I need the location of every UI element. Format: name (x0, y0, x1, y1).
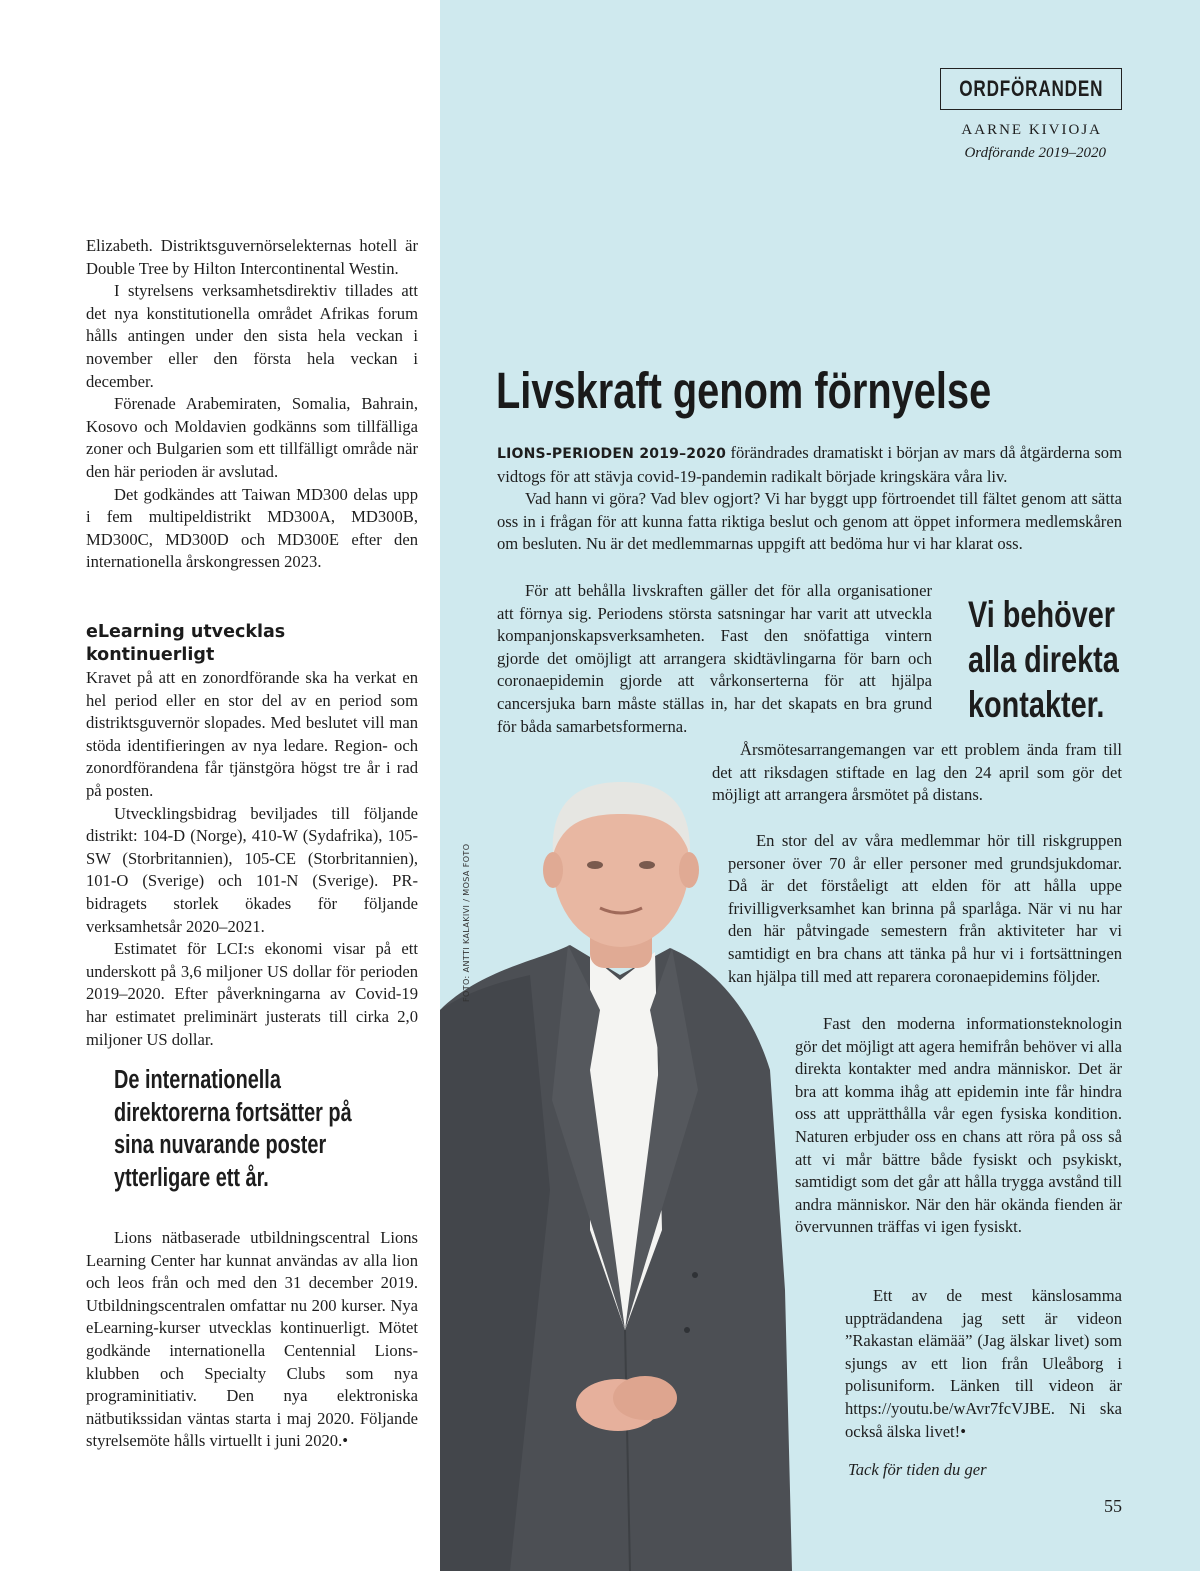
paragraph: En stor del av våra medlemmar hör till riskgruppen personer över 70 år eller personer med grundsjukdomar. Då är det förståeligt att elden för att hålla uppe frivilligverksamhet kan brinna på sparlåga. När vi nu har den här påtvingade semestern från aktiviteter har vi samtidigt en bra chans att tänka på hur vi i fortsättningen kan hjälpa till med att reparera coronaepidemins följder. (728, 831, 1122, 986)
lead-in: LIONS-PERIODEN 2019–2020 (497, 446, 727, 462)
paragraph: Estimatet för LCI:s ekonomi visar på ett underskott på 3,6 miljoner US dollar för perioden 2019–2020. Efter påverkningarna av Covid-19 har estimatet preliminärt justerats till cirka 2,0 miljoner US dollar. (86, 939, 418, 1049)
end-mark: • (960, 1421, 967, 1441)
paragraph: Förenade Arabemiraten, Somalia, Bahrain, Kosovo och Moldavien godkänns som tillfälliga zoner och Bulgarien som ett tillfälligt område när den här perioden är avslutad. (86, 394, 418, 481)
paragraph: Utvecklingsbidrag beviljades till följande distrikt: 104-D (Norge), 410-W (Sydafrika), 105-SW (Storbritannien), 105-CE (Storbritannien), 101-O (Sverige) och 101-N (Sverige). PR-bidragets storlek ökades för följande verksamhetsår 2020–2021. (86, 803, 418, 936)
left-pull-quote: De internationella direktorerna fortsätter på sina nuvarande poster ytterligare ett år. (114, 1066, 352, 1192)
video-paragraph-text: Ett av de mest känslosamma uppträdandena jag sett är videon ”Rakastan elämää” (Jag älskar livet) som sjungs av ett lion från Uleåborg i polisuniform. Länken till videon är https://youtu.be/wAvr7fcVJBE. Ni ska också älska livet! (845, 1286, 1122, 1441)
article-section-video (845, 1285, 1122, 1443)
author-role: Ordförande 2019–2020 (964, 145, 1106, 161)
section-subheading: eLearning utvecklas kontinuerligt (86, 622, 286, 665)
paragraph (86, 1227, 418, 1453)
paragraph: Det godkändes att Taiwan MD300 delas upp i fem multipeldistrikt MD300A, MD300B, MD300C, MD300D och MD300E efter den internationella årskongressen 2023. (86, 484, 418, 572)
article-section-renewal (497, 580, 932, 738)
left-column-intro (86, 235, 418, 574)
photo-credit: FOTO: ANTTI KALAKIVI / MOSA FOTO (462, 843, 471, 1002)
closing-text: Lions nätbaserade utbildningscentral Lions Learning Center har kunnat användas av alla lion och leos från och med den 31 december 2019. Utbildningscentralen omfattar nu 200 kurser. Nya eLearning-kurser utvecklas kontinuerligt. Mötet godkände internationella Centennial Lions-klubben och Specialty Clubs som nya programinitiativ. Den nya elektroniska nätbutikssidan väntas starta i maj 2020. Följande styrelsemöte hålls virtuellt i juni 2020. (86, 1228, 418, 1451)
paragraph: Kravet på att en zonordförande ska ha verkat en hel period eller en stor del av en period som distriktsguvernör slopades. Med beslutet vill man stöda identifieringen av nya ledare. Region- och zonordförandena får tjänstgöra högst tre år i rad på posten. (86, 668, 418, 800)
page-number: 55 (1104, 1496, 1122, 1516)
left-column-closing (86, 1227, 418, 1453)
author-name: AARNE KIVIOJA (961, 122, 1102, 138)
article-headline: Livskraft genom förnyelse (496, 362, 992, 419)
section-label: ORDFÖRANDEN (959, 76, 1103, 101)
signoff: Tack för tiden du ger (848, 1460, 987, 1479)
end-mark: • (342, 1431, 349, 1451)
paragraph: Vad hann vi göra? Vad blev ogjort? Vi har byggt upp förtroendet till fältet genom att sätta oss in i frågan för att kunna fatta riktiga beslut och genom att öppet informera medlemskåren om besluten. Nu är det medlemmarnas uppgift att bedöma hur vi har klarat oss. (497, 489, 1122, 554)
paragraph: I styrelsens verksamhetsdirektiv tillades att det nya konstitutionella området Afrikas forum hålls antingen under den sista hela veckan i november eller den första hela veckan i december. (86, 281, 418, 391)
paragraph (497, 442, 1122, 488)
paragraph: Årsmötesarrangemangen var ett problem ända fram till det att riksdagen stiftade en lag den 24 april som gör det möjligt att arrangera årsmötet på distans. (712, 740, 1122, 805)
article-intro (497, 442, 1122, 556)
paragraph: Fast den moderna informationsteknologin gör det möjligt att agera hemifrån behöver vi alla direkta kontakter med andra människor. Det är bra att komma ihåg att epidemin inte får hindra oss att upprätthålla vår egen fysiska kondition. Naturen erbjuder oss en chans att röra på oss så att vi mår bättre både fysiskt och psykiskt, samtidigt som det går att hålla trygga avstånd till andra människor. När den här okända fienden är övervunnen träffas vi igen fysiskt. (795, 1014, 1122, 1237)
paragraph: För att behålla livskraften gäller det för alla organisationer att förnya sig. Periodens största satsningar har varit att utveckla kompanjonskapsverksamheten. Fast den snöfattiga vintern gjorde det omöjligt att arrangera skidtävlingarna för barn och coronaepidemin gjorde att vårkonserterna för att hjälpa cancersjuka barn måste ställas in, har det skapats en bra grund för båda samarbetsformerna. (497, 581, 932, 736)
paragraph: Elizabeth. Distriktsguvernörselekternas hotell är Double Tree by Hilton Intercontinental Westin. (86, 236, 418, 278)
section-badge (940, 68, 1122, 110)
left-column-elearning (86, 621, 418, 1051)
article-section-technology (795, 1013, 1122, 1239)
article-section-risk (728, 830, 1122, 988)
right-pull-quote: Vi behöver alla direkta kontakter. (968, 594, 1119, 725)
lead-paragraph-text: förändrades dramatiskt i början av mars då åtgärderna som vidtogs för att stävja covid-19-pandemin radikalt började kringskära våra liv. (497, 443, 1122, 486)
article-section-meeting (712, 739, 1122, 807)
paragraph (845, 1285, 1122, 1443)
